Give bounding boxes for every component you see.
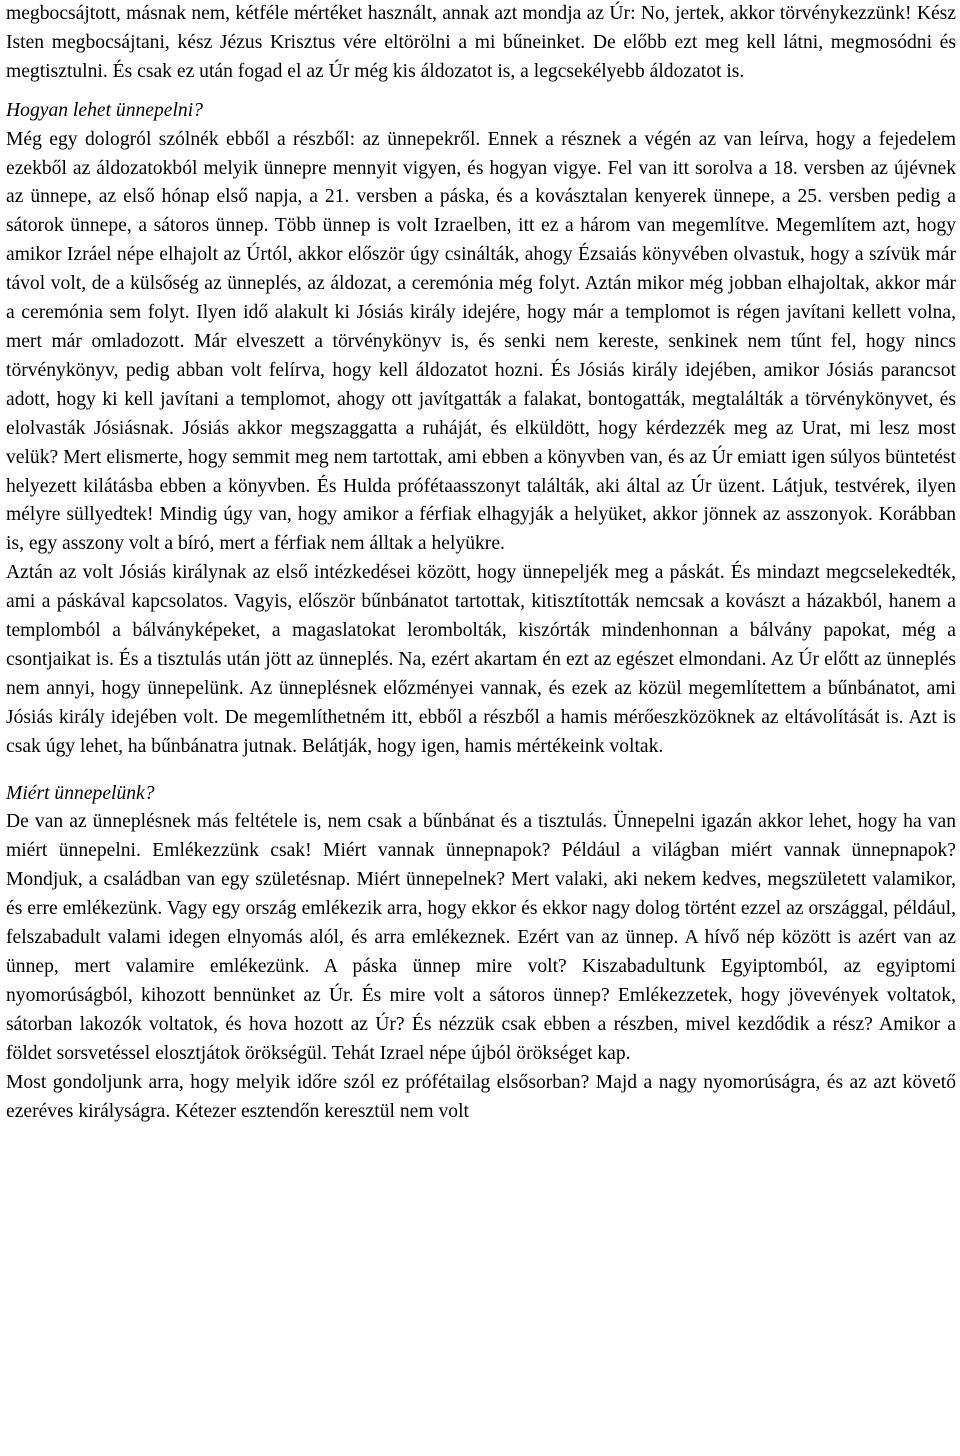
paragraph-prophetic: Most gondoljunk arra, hogy melyik időre szól ez prófétailag elsősorban? Majd a nagy nyomorúságra, és az azt követő ezeréves királyságra. Kétezer esztendőn keresztül nem volt [6,1071,956,1122]
paragraph-reasons: De van az ünneplésnek más feltétele is, nem csak a bűnbánat és a tisztulás. Ünnepelni igazán akkor lehet, hogy ha van miért ünnepelni. Emlékezzünk csak! Miért vannak ünnepnapok? Például a világban miért vannak ünnepnapok? Mondjuk, a családban van egy születésnap. Miért ünnepelnek? Mert valaki, aki nekem kedves, megszületett valamikor, és erre emlékezünk. Vagy egy ország emlékezik arra, hogy ekkor és ekkor nagy dolog történt ezzel az országgal, például, felszabadult valami idegen elnyomás alól, és arra emlékeznek. Ezért van az ünnep. A hívő nép között is azért van az ünnep, mert valamire emlékezünk. A páska ünnep mire volt? Kiszabadultunk Egyiptomból, az egyiptomi nyomorúságból, kihozott bennünket az Úr. És mire volt a sátoros ünnep? Emlékezzetek, hogy jövevények voltatok, sátorban lakozók voltatok, és hova hozott az Úr? És nézzük csak ebben a részben, mivel kezdődik a rész? Amikor a földet sorsvetéssel elosztjátok örökségül. Tehát Izrael népe újból örökséget kap. [6,811,956,1064]
section-heading-why-celebrate: Miért ünnepelünk? [6,782,155,804]
paragraph-josiah-passover: Aztán az volt Jósiás királynak az első intézkedései között, hogy ünnepeljék meg a páskát. És mindazt megcselekedték, ami a páskával kapcsolatos. Vagyis, először bűnbánatot tartottak, kitisztították nemcsak a kovászt a házakból, hanem a templomból a bálványképeket, a magaslatokat lerombolták, kiszórták mindenhonnan a bálvány papokat, még a csontjaikat is. És a tisztulás után jött az ünneplés. Na, ezért akartam én ezt az egészet elmondani. Az Úr előtt az ünneplés nem annyi, hogy ünnepelünk. Az ünneplésnek előzményei vannak, és ezek az közül megemlítettem a bűnbánatot, ami Jósiás király idejében volt. De megemlíthetném itt, ebből a részből a hamis mérőeszközöknek az eltávolítását is. Azt is csak úgy lehet, ha bűnbánatra jutnak. Belátják, hogy igen, hamis mértékeink voltak. [6,562,956,757]
paragraph-feasts: Még egy dologról szólnék ebből a részből: az ünnepekről. Ennek a résznek a végén az van leírva, hogy a fejedelem ezekből az áldozatokból melyik ünnepre mennyit vigyen, és hogyan vigye. Fel van itt sorolva a 18. versben az újévnek az ünnepe, az első hónap első napja, a 21. versben a páska, és a kovásztalan kenyerek ünnepe, a 25. versben pedig a sátorok ünnepe, a sátoros ünnep. Több ünnep is volt Izraelben, itt ez a három van megemlítve. Megemlítem azt, hogy amikor Izráel népe elhajolt az Úrtól, akkor először úgy csinálták, ahogy Ézsaiás könyvében olvastuk, hogy a szívük már távol volt, de a külsőség az ünneplés, az áldozat, a ceremónia még folyt. Aztán mikor még jobban elhajoltak, akkor már a ceremónia sem folyt. Ilyen idő alakult ki Jósiás király idejére, hogy már a templomot is régen javítani kellett volna, mert már omladozott. Már elveszett a törvénykönyv is, és senki nem kereste, senkinek nem tűnt fel, hogy nincs törvénykönyv, pedig abban volt felírva, hogy kell áldozatot hozni. És Jósiás király idejében, amikor Jósiás parancsot adott, hogy ki kell javítani a templomot, ahogy ott javítgatták a falakat, bontogatták, megtalálták a törvénykönyvet, és elolvasták Jósiásnak. Jósiás akkor megszaggatta a ruháját, és elküldött, hogy kérdezzék meg az Urat, mi lesz most velük? Mert elismerte, hogy semmit meg nem tartottak, ami ebben a könyvben van, és az Úr emiatt igen súlyos büntetést helyezett kilátásba ebben a könyvben. És Hulda prófétaasszonyt találták, aki által az Úr üzent. Látjuk, testvérek, ilyen mélyre süllyedtek! Mindig úgy van, hogy amikor a férfiak elhagyják a helyüket, akkor jönnek az asszonyok. Korábban is, egy asszony volt a bíró, mert a férfiak nem álltak a helyükre. [6,128,956,555]
spacer [6,87,956,97]
paragraph-intro: megbocsájtott, másnak nem, kétféle mértéket használt, annak azt mondja az Úr: No, jertek, akkor törvénykezzünk! Kész Isten megbocsájtani, kész Jézus Krisztus vére eltörölni a mi bűneinket. De előbb ezt meg kell látni, megmosódni és megtisztulni. És csak ez után fogad el az Úr még kis áldozatot is, a legcsekélyebb áldozatot is. [6,3,956,82]
document-page [6,0,956,1456]
spacer [6,762,956,780]
section-heading-how-to-celebrate: Hogyan lehet ünnepelni? [6,99,203,121]
